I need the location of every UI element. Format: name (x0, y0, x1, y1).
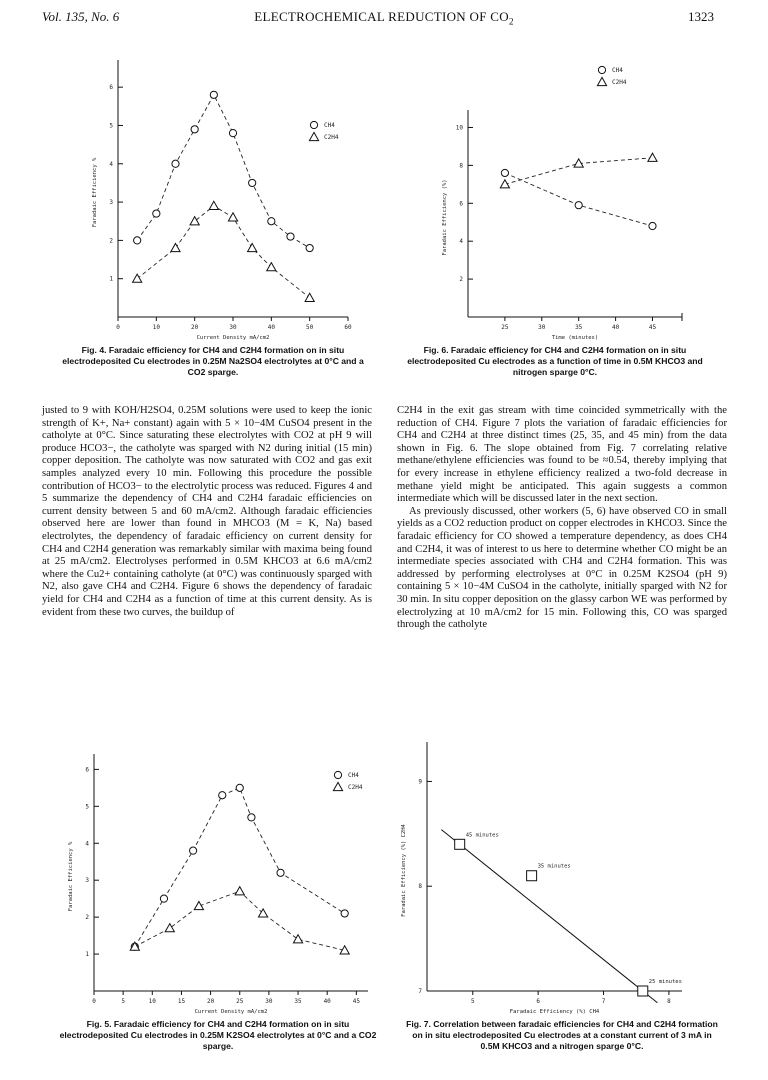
x-tick-label: 15 (177, 998, 186, 1005)
data-point-circle (598, 66, 605, 73)
data-point-triangle (235, 887, 244, 895)
x-tick-label: 45 (648, 324, 657, 331)
legend-label: CH4 (612, 67, 623, 74)
x-tick-label: 40 (323, 998, 331, 1005)
data-point-triangle (305, 293, 314, 301)
x-axis-label: Time (minutes) (551, 335, 599, 341)
point-label: 25 minutes (648, 979, 682, 985)
data-point-square (638, 986, 648, 996)
running-title: ELECTROCHEMICAL REDUCTION OF $CO_2$ (254, 9, 514, 27)
data-point-circle (277, 869, 284, 876)
x-tick-label: 35 (294, 998, 302, 1005)
chart-svg (0, 720, 384, 1020)
x-tick-label: 40 (267, 324, 275, 331)
point-label: 45 minutes (465, 832, 499, 839)
y-tick-label: 9 (418, 778, 422, 786)
y-tick-label: 5 (109, 122, 113, 130)
data-point-triangle (171, 243, 180, 251)
data-point-circle (501, 169, 508, 176)
data-point-triangle (228, 213, 237, 221)
series-line (137, 206, 309, 298)
data-point-circle (191, 126, 198, 133)
data-point-circle (236, 784, 243, 791)
figure-7-caption: Fig. 7. Correlation between faradaic efficiencies for CH4 and C2H4 formation on in situ electrodeposited Cu electrodes at a constant current of 3 mA in 0.5M KHCO3 and a nitrogen sparge 0°C. (406, 1019, 718, 1051)
x-tick-label: 0 (92, 998, 96, 1005)
data-point-triangle (267, 263, 276, 271)
data-point-circle (153, 210, 160, 217)
y-tick-label: 6 (109, 84, 113, 92)
x-tick-label: 50 (306, 324, 314, 331)
series-line (137, 95, 309, 248)
data-point-circle (210, 91, 217, 98)
legend-label: C2H4 (348, 784, 363, 791)
series-line (135, 788, 345, 947)
y-tick-label: 10 (455, 124, 463, 132)
x-tick-label: 20 (191, 324, 199, 331)
y-tick-label: 1 (85, 951, 89, 959)
data-point-circle (190, 847, 197, 854)
figure-5-caption: Fig. 5. Faradaic efficiency for CH4 and C2H4 formation on in situ electrodeposited Cu electrodes in 0.25M K2SO4 electrolytes at 0°C and a CO2 sparge. (59, 1019, 377, 1051)
journal-volume: Vol. 135, No. 6 (42, 9, 120, 24)
data-point-circle (310, 121, 317, 128)
x-tick-label: 5 (470, 998, 475, 1005)
x-tick-label: 30 (229, 324, 237, 331)
legend-label: CH4 (324, 122, 335, 129)
chart-svg (0, 0, 384, 345)
data-point-triangle (293, 935, 302, 943)
legend-label: CH4 (348, 772, 359, 779)
y-tick-label: 4 (459, 238, 463, 246)
figure-6-chart (384, 0, 768, 345)
data-point-triangle (209, 201, 218, 209)
y-tick-label: 8 (459, 162, 463, 170)
y-tick-label: 4 (109, 160, 113, 168)
data-point-circle (649, 222, 656, 229)
data-point-triangle (648, 153, 657, 161)
body-text-left-column: justed to 9 with KOH/H2SO4, 0.25M solutions were used to keep the ionic strength of K+, Na+ constant) again with 5 × 10−4M CuSO4 present in the catholyte at 0°C. Since saturating these electrolytes with CO2 at pH 9 will produce HCO3−, the catholyte was sparged with N2 during initial (15 min) copper deposition. The catholyte was now saturated with CO2 and gas exit samples analyzed every 10 min. Following this procedure the possible contribution of HCO3− to the electrolytic process was reduced. Figures 4 and 5 summarize the dependency of CH4 and C2H4 faradaic efficiencies on current density between 5 and 60 mA/cm2. Although faradaic efficiencies observed here are lower than found in MHCO3 (M = K, Na) based electrolytes, the dependency of faradaic efficiency on current density for CH4 and C2H4 generation was remarkably similar with maxima being found at 25 mA/cm2. Electrolyses performed in 0.5M KHCO3 at 6.6 mA/cm2 where the Cu2+ containing catholyte (at 0°C) was continuously sparged with N2, also gave CH4 and C2H4. Figure 6 shows the dependency of faradaic yield for CH4 and C2H4 as a function of time at this current density. As is evident from these two curves, the buildup of (42, 405, 372, 618)
x-tick-label: 60 (344, 324, 352, 331)
data-point-triangle (165, 924, 174, 932)
y-tick-label: 1 (109, 275, 113, 283)
data-point-triangle (190, 217, 199, 225)
paragraph: C2H4 in the exit gas stream with time coincided symmetrically with the reduction of CH4. Figure 7 plots the variation of faradaic efficiencies for CH4 and C2H4 at three distinct times (25, 35, and 45 min) from the data shown in Fig. 6. The slope obtained from Fig. 7 correlating relative methane/ethylene efficiencies was found to be ≈0.54, thereby implying that for every increase in ethylene efficiency realized a two-fold decrease in methane yield might be anticipated. This again suggests a common intermediate which will be discussed later in the next section. (397, 405, 727, 505)
x-axis-label: Current Density mA/cm2 (196, 335, 270, 341)
data-point-triangle (597, 77, 606, 85)
y-tick-label: 3 (109, 199, 113, 207)
series-line (505, 173, 653, 226)
figure-6-caption: Fig. 6. Faradaic efficiency for CH4 and C2H4 formation on in situ electrodeposited Cu electrodes as a function of time in 0.5M KHCO3 and nitrogen sparge 0°C. (407, 345, 703, 377)
x-tick-label: 30 (538, 324, 546, 331)
x-tick-label: 30 (265, 998, 273, 1005)
chart-svg (384, 720, 768, 1020)
data-point-triangle (333, 782, 342, 790)
x-tick-label: 25 (501, 324, 509, 331)
y-axis-label: Faradaic Efficiency (%) C2H4 (401, 824, 407, 917)
y-tick-label: 3 (85, 877, 89, 885)
x-tick-label: 25 (236, 998, 244, 1005)
y-tick-label: 6 (459, 200, 463, 208)
data-point-triangle (248, 243, 257, 251)
data-point-triangle (194, 901, 203, 909)
x-tick-label: 20 (206, 998, 215, 1005)
data-point-circle (287, 233, 294, 240)
data-point-circle (575, 202, 582, 209)
data-point-circle (134, 237, 141, 244)
data-point-circle (334, 771, 341, 778)
x-tick-label: 5 (121, 998, 125, 1005)
x-tick-label: 0 (116, 324, 120, 331)
figure-4-caption: Fig. 4. Faradaic efficiency for CH4 and C2H4 formation on in situ electrodeposited Cu electrodes in 0.25M Na2SO4 electrolytes at 0°C and a CO2 sparge. (62, 345, 364, 377)
y-tick-label: 2 (459, 276, 463, 284)
data-point-circle (341, 910, 348, 917)
data-point-triangle (309, 132, 318, 140)
x-axis-label: Faradaic Efficiency (%) CH4 (509, 1009, 600, 1015)
x-axis-label: Current Density mA/cm2 (194, 1009, 268, 1015)
data-point-circle (219, 792, 226, 799)
paragraph: As previously discussed, other workers (5, 6) have observed CO in small yields as a CO2 reduction product on copper electrodes in KHCO3. Since the faradaic efficiency for CO showed a temperature dependency, as does CH4 and C2H4, it was of interest to us here to determine whether CO might be an intermediate species associated with CH4 and C2H4 formation. This was addressed by performing electrolyses at 0°C in 0.25M K2SO4 (pH 9) containing 5 × 10−4M CuSO4 in the catholyte, initially sparged with N2 for 30 min. In situ copper deposition on the glassy carbon WE was performed by electrolyzing at 10 mA/cm2 for 15 min. Following this, CO was sparged through the catholyte (397, 505, 727, 631)
data-point-square (527, 871, 537, 881)
y-axis-label: Faradaic Efficiency (%) (442, 179, 448, 256)
body-text-right-column (397, 405, 727, 632)
data-point-circle (229, 130, 236, 137)
data-point-circle (249, 179, 256, 186)
data-point-square (455, 839, 465, 849)
legend-label: C2H4 (612, 79, 627, 86)
x-tick-label: 10 (152, 324, 160, 331)
y-tick-label: 5 (85, 803, 89, 811)
data-point-circle (248, 814, 255, 821)
y-tick-label: 2 (109, 237, 113, 245)
y-tick-label: 7 (418, 988, 422, 995)
x-tick-label: 8 (667, 998, 671, 1005)
data-point-circle (306, 244, 313, 251)
data-point-circle (172, 160, 179, 167)
y-tick-label: 6 (85, 766, 89, 774)
y-axis-label: Faradaic Efficiency % (92, 157, 98, 228)
x-tick-label: 35 (575, 324, 583, 331)
figure-7-chart (384, 720, 768, 1020)
page-number: 1323 (688, 9, 714, 24)
x-tick-label: 40 (611, 324, 620, 331)
data-point-triangle (133, 274, 142, 282)
x-tick-label: 7 (601, 998, 606, 1005)
x-tick-label: 6 (536, 998, 540, 1005)
legend-label: C2H4 (324, 134, 339, 141)
chart-svg (384, 0, 768, 345)
x-tick-label: 45 (352, 998, 360, 1005)
figure-5-chart (0, 720, 384, 1020)
figure-4-chart (0, 0, 384, 345)
data-point-circle (160, 895, 167, 902)
point-label: 35 minutes (537, 863, 571, 870)
y-tick-label: 4 (85, 840, 89, 848)
y-axis-label: Faradaic Efficiency % (68, 841, 74, 912)
data-point-circle (268, 218, 275, 225)
y-tick-label: 2 (85, 914, 89, 922)
x-tick-label: 10 (148, 998, 156, 1005)
y-tick-label: 8 (418, 883, 422, 891)
fit-line (441, 830, 657, 1003)
